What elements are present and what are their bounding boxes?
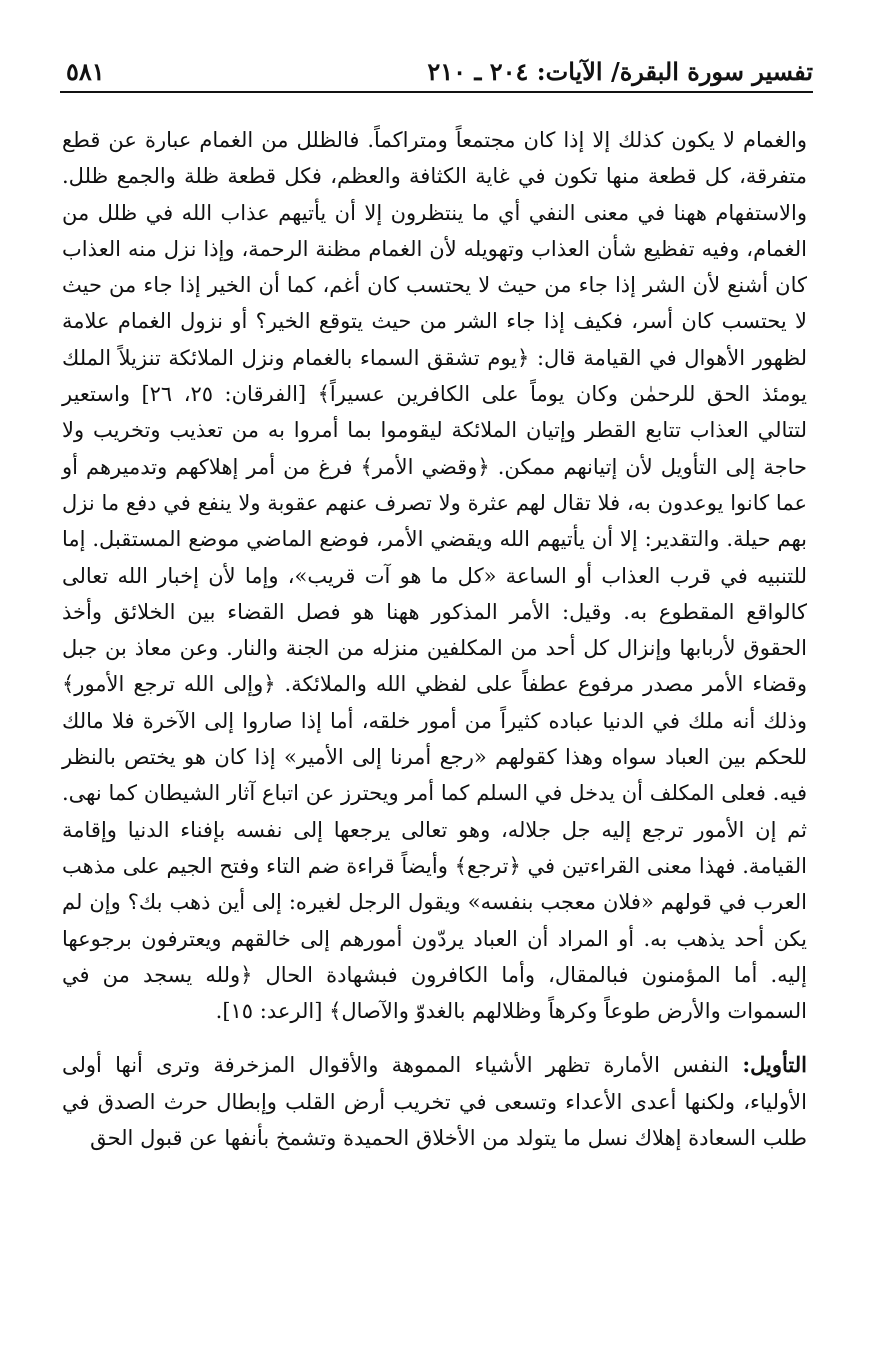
commentary-body [62,122,807,1156]
running-header [60,55,813,93]
tawil-paragraph [62,1047,807,1156]
tawil-lead: التأويل: [742,1052,807,1078]
running-title: تفسير سورة البقرة/ الآيات: ٢٠٤ ـ ٢١٠ [427,57,813,86]
tafsir-paragraph: والغمام لا يكون كذلك إلا إذا كان مجتمعاً ومتراكماً. فالظلل من الغمام عبارة عن قطع متفرقة، كل قطعة منها تكون في غاية الكثافة والعظم، فكل قطعة ظلة والجمع ظلل. والاستفهام ههنا في معنى النفي أي ما ينتظرون إلا أن يأتيهم عذاب الله في ظلل من الغمام، وفيه تفظيع شأن العذاب وتهويله لأن الغمام مظنة الرحمة، وإذا نزل منه العذاب كان أشنع لأن الشر إذا جاء من حيث لا يحتسب كان أغم، كما أن الخير إذا جاء من حيث لا يحتسب كان أسر، فكيف إذا جاء الشر من حيث يتوقع الخير؟ أو نزول الغمام علامة لظهور الأهوال في القيامة قال: ﴿يوم تشقق السماء بالغمام ونزل الملائكة تنزيلاً الملك يومئذ الحق للرحمٰن وكان يوماً على الكافرين عسيراً﴾ [الفرقان: ٢٥، ٢٦] واستعير لتتالي العذاب تتابع القطر وإتيان الملائكة ليقوموا بما أمروا به من تعذيب وتخريب ولا حاجة إلى التأويل لأن إتيانهم ممكن. ﴿وقضي الأمر﴾ فرغ من أمر إهلاكهم وتدميرهم أو عما كانوا يوعدون به، فلا تقال لهم عثرة ولا تصرف عنهم عقوبة ولا ينفع في دفع ما نزل بهم حيلة. والتقدير: إلا أن يأتيهم الله ويقضي الأمر، فوضع الماضي موضع المستقبل. إما للتنبيه في قرب العذاب أو الساعة «كل ما هو آت قريب»، وإما لأن إخبار الله تعالى كالواقع المقطوع به. وقيل: الأمر المذكور ههنا هو فصل القضاء بين الخلائق وأخذ الحقوق لأربابها وإنزال كل أحد من المكلفين منزله من الجنة والنار. وعن معاذ بن جبل وقضاء الأمر مصدر مرفوع عطفاً على لفظي الله والملائكة. ﴿وإلى الله ترجع الأمور﴾ وذلك أنه ملك في الدنيا عباده كثيراً من أمور خلقه، أما إذا صاروا إلى الآخرة فلا مالك للحكم بين العباد سواه وهذا كقولهم «رجع أمرنا إلى الأمير» إذا كان هو يختص بالنظر فيه. فعلى المكلف أن يدخل في السلم كما أمر ويحترز عن اتباع آثار الشيطان كما نهى. ثم إن الأمور ترجع إليه جل جلاله، وهو تعالى يرجعها إلى نفسه بإفناء الدنيا وإقامة القيامة. فهذا معنى القراءتين في ﴿ترجع﴾ وأيضاً قراءة ضم التاء وفتح الجيم على مذهب العرب في قولهم «فلان معجب بنفسه» ويقول الرجل لغيره: إلى أين ذهب بك؟ وإن لم يكن أحد يذهب به. أو المراد أن العباد يردّون أمورهم إلى خالقهم ويعترفون برجوعها إليه. أما المؤمنون فبالمقال، وأما الكافرون فبشهادة الحال ﴿ولله يسجد من في السموات والأرض طوعاً وكرهاً وظلالهم بالغدوّ والآصال﴾ [الرعد: ١٥]. [62,128,808,1024]
page-number: ٥٨١ [66,57,105,86]
tawil-text: النفس الأمارة تظهر الأشياء المموهة والأقوال المزخرفة وترى أنها أولى الأولياء، ولكنها أعدى الأعداء وتسعى في تخريب أرض القلب وإبطال حرث الصدق في طلب السعادة إهلاك نسل ما يتولد من الأخلاق الحميدة وتشمخ بأنفها عن قبول الحق [62,1053,807,1151]
